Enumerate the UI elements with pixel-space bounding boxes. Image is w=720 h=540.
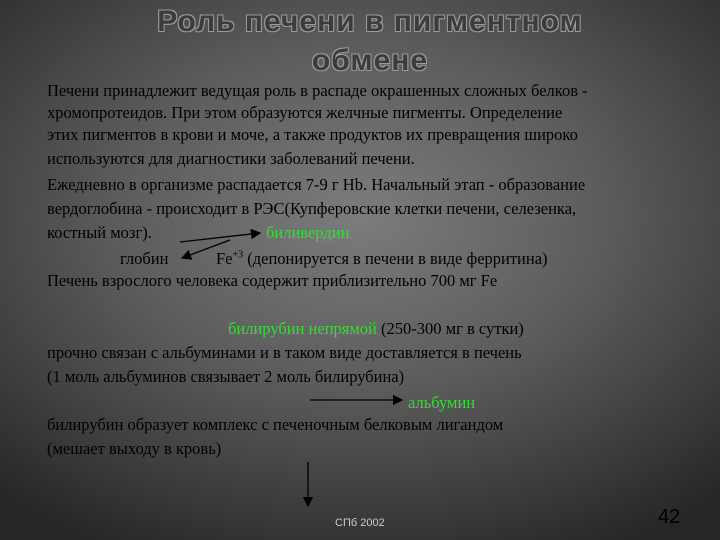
biliverdin-label: биливердин (266, 223, 350, 242)
bilirubin-amount: (250-300 мг в сутки) (381, 319, 524, 338)
slide-title-line1: Роль печени в пигментном (157, 5, 583, 38)
iron-symbol: Fe (216, 249, 233, 268)
body-line-1: Печени принадлежит ведущая роль в распаде окрашенных сложных белков - (47, 81, 588, 100)
globin-label: глобин (120, 249, 169, 268)
body-line-15: (мешает выходу в кровь) (47, 439, 222, 458)
arrow-to-globin (182, 240, 230, 258)
body-line-4: используются для диагностики заболеваний печени. (47, 149, 415, 168)
body-line-9: Печень взрослого человека содержит приблизительно 700 мг Fe (47, 271, 498, 290)
body-line-11: прочно связан с альбуминами и в таком виде доставляется в печень (47, 343, 522, 362)
body-line-14: билирубин образует комплекс с печеночным белковым лигандом (47, 415, 504, 434)
iron-deposit-note: (депонируется в печени в виде ферритина) (247, 249, 548, 268)
iron-charge: +3 (232, 249, 244, 261)
body-line-5: Ежедневно в организме распадается 7-9 г Hb. Начальный этап - образование (47, 175, 586, 194)
slide-title-line2: обмене (311, 44, 429, 77)
body-line-6: вердоглобина - происходит в РЭС(Купферовские клетки печени, селезенка, (47, 199, 577, 218)
body-line-7: костный мозг). (47, 223, 152, 242)
body-line-12: (1 моль альбуминов связывает 2 моль билирубина) (47, 367, 405, 386)
footer-text: СПб 2002 (335, 517, 385, 529)
albumin-label: альбумин (408, 393, 476, 412)
bilirubin-indirect-label: билирубин непрямой (228, 319, 377, 338)
body-line-2: хромопротеидов. При этом образуются желчные пигменты. Определение (47, 103, 563, 122)
arrow-to-biliverdin (180, 233, 260, 242)
page-number: 42 (658, 506, 681, 528)
body-line-3: этих пигментов в крови и моче, а также продуктов их превращения широко (47, 125, 578, 144)
